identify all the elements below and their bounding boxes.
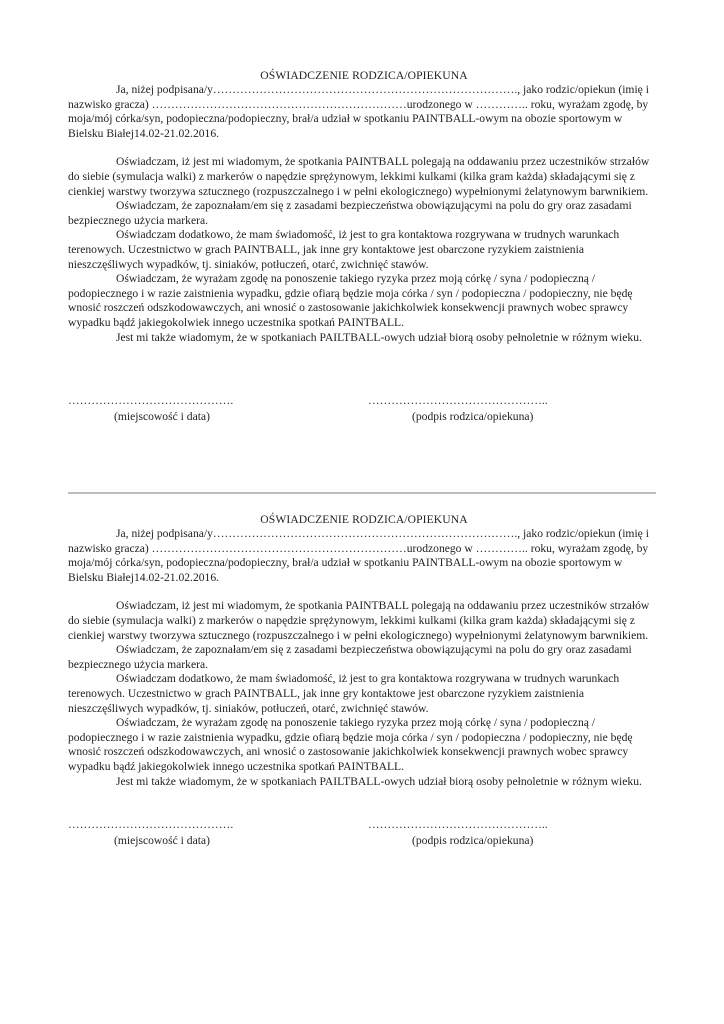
- signature-block: [68, 818, 660, 858]
- place-date-caption: (miejscowość i data): [114, 833, 210, 847]
- parent-signature-caption: (podpis rodzica/opiekuna): [412, 833, 534, 847]
- signature-block: [68, 394, 660, 434]
- parent-signature-caption: (podpis rodzica/opiekuna): [412, 409, 534, 423]
- paragraph-adult-participants: Jest mi także wiadomym, że w spotkaniach PAILTBALL-owych udział biorą osoby pełnoletnie w różnym wieku.: [116, 330, 642, 344]
- parent-signature-line: ………………………………………..: [368, 818, 548, 832]
- form-title: OŚWIADCZENIE RODZICA/OPIEKUNA: [260, 69, 468, 82]
- paragraph-risk-consent: Oświadczam, że wyrażam zgodę na ponoszenie takiego ryzyka przez moją córkę / syna / podopieczną / podopiecznego i w razie zaistnienia wypadku, gdzie ofiarą będzie moja córka / syn / podopieczna / podopieczny, nie będę wnosić roszczeń odszkodowawczych, ani wnosić o zastosowanie jakichkolwiek konsekwencji prawnych wobec sprawcy wypadku bądź jakiegokolwiek innego uczestnika spotkań PAINTBALL.: [68, 272, 633, 329]
- paragraph-declaration: Ja, niżej podpisana/y……………………………………………………………………., jako rodzic/opiekun (imię i nazwisko gracza) …………………………………………………………urodzonego w ………….. roku, wyrażam zgodę, by moja/mój córka/syn, podopieczna/podopieczny, brał/a udział w spotkaniu PAINTBALL-owym na obozie sportowym w Bielsku Białej14.02-21.02.2016.: [68, 83, 649, 140]
- place-date-signature: [68, 394, 233, 424]
- paragraph-declaration: Ja, niżej podpisana/y……………………………………………………………………., jako rodzic/opiekun (imię i nazwisko gracza) …………………………………………………………urodzonego w ………….. roku, wyrażam zgodę, by moja/mój córka/syn, podopieczna/podopieczny, brał/a udział w spotkaniu PAINTBALL-owym na obozie sportowym w Bielsku Białej14.02-21.02.2016.: [68, 527, 649, 584]
- place-date-caption: (miejscowość i data): [114, 409, 210, 423]
- paragraph-risk-consent: Oświadczam, że wyrażam zgodę na ponoszenie takiego ryzyka przez moją córkę / syna / podopieczną / podopiecznego i w razie zaistnienia wypadku, gdzie ofiarą będzie moja córka / syn / podopieczna / podopieczny, nie będę wnosić roszczeń odszkodowawczych, ani wnosić o zastosowanie jakichkolwiek konsekwencji prawnych wobec sprawcy wypadku bądź jakiegokolwiek innego uczestnika spotkań PAINTBALL.: [68, 716, 633, 773]
- place-date-line: …………………………………….: [68, 394, 234, 408]
- place-date-signature: [68, 818, 233, 848]
- paragraph-game-description: Oświadczam, iż jest mi wiadomym, że spotkania PAINTBALL polegają na oddawaniu przez uczestników strzałów do siebie (symulacja walki) z markerów o napędzie sprężynowym, lekkimi kulkami (kilka gram każda) składającymi się z cienkiej warstwy tworzywa sztucznego (rozpuszczalnego i w pełni ekologicznego) wypełnionymi żelatynowym barwnikiem.: [68, 599, 650, 642]
- form-title: OŚWIADCZENIE RODZICA/OPIEKUNA: [260, 513, 468, 526]
- place-date-line: …………………………………….: [68, 818, 234, 832]
- form-divider: [68, 492, 656, 494]
- statement-form-2: [68, 513, 660, 858]
- paragraph-game-description: Oświadczam, iż jest mi wiadomym, że spotkania PAINTBALL polegają na oddawaniu przez uczestników strzałów do siebie (symulacja walki) z markerów o napędzie sprężynowym, lekkimi kulkami (kilka gram każda) składającymi się z cienkiej warstwy tworzywa sztucznego (rozpuszczalnego i w pełni ekologicznego) wypełnionymi żelatynowym barwnikiem.: [68, 155, 650, 198]
- statement-form-1: [68, 69, 660, 434]
- paragraph-adult-participants: Jest mi także wiadomym, że w spotkaniach PAILTBALL-owych udział biorą osoby pełnoletnie w różnym wieku.: [116, 774, 642, 788]
- paragraph-safety-rules: Oświadczam, że zapoznałam/em się z zasadami bezpieczeństwa obowiązującymi na polu do gry oraz zasadami bezpiecznego użycia markera.: [68, 199, 632, 227]
- parent-signature: [368, 818, 548, 848]
- paragraph-contact-game: Oświadczam dodatkowo, że mam świadomość, iż jest to gra kontaktowa rozgrywana w trudnych warunkach terenowych. Uczestnictwo w grach PAINTBALL, jak inne gry kontaktowe jest obarczone ryzykiem zaistnienia nieszczęśliwych wypadków, tj. siniaków, potłuczeń, otarć, zwichnięć stawów.: [68, 672, 620, 715]
- paragraph-safety-rules: Oświadczam, że zapoznałam/em się z zasadami bezpieczeństwa obowiązującymi na polu do gry oraz zasadami bezpiecznego użycia markera.: [68, 643, 632, 671]
- parent-signature: [368, 394, 548, 424]
- parent-signature-line: ………………………………………..: [368, 394, 548, 408]
- paragraph-contact-game: Oświadczam dodatkowo, że mam świadomość, iż jest to gra kontaktowa rozgrywana w trudnych warunkach terenowych. Uczestnictwo w grach PAINTBALL, jak inne gry kontaktowe jest obarczone ryzykiem zaistnienia nieszczęśliwych wypadków, tj. siniaków, potłuczeń, otarć, zwichnięć stawów.: [68, 228, 620, 271]
- paragraph-gap: [68, 585, 660, 599]
- paragraph-gap: [68, 141, 660, 155]
